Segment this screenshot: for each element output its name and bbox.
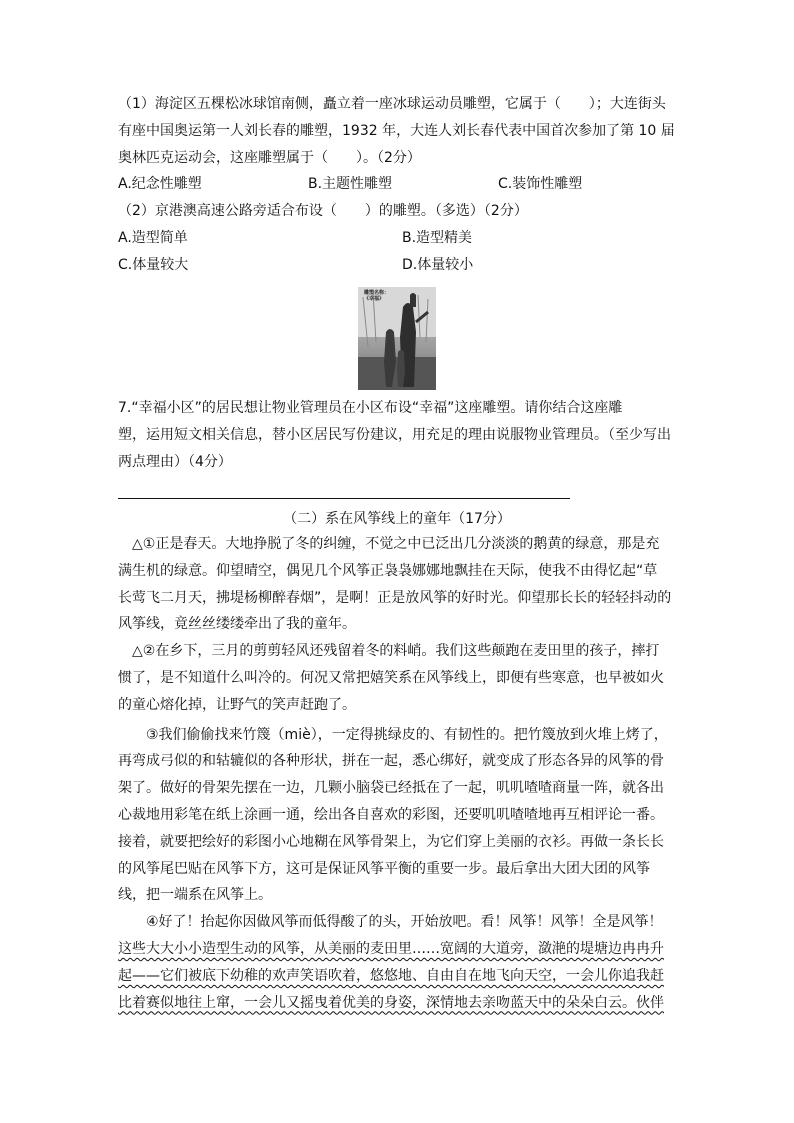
section-title: （二）系在风筝线上的童年（17分）: [283, 511, 511, 527]
option-c: C.体量较大: [118, 256, 189, 273]
paragraph-line: 心裁地用彩笔在纸上涂画一通，绘出各自喜欢的彩图，还要叽叽喳喳地再互相评论一番。: [118, 806, 664, 823]
paragraph-line: △②在乡下，三月的剪剪轻风还残留着冬的料峭。我们这些颠跑在麦田里的孩子，摔打: [132, 643, 660, 660]
paragraph-line: 线，把一端系在风筝上。: [118, 887, 272, 904]
underlined-line: 这些大大小小造型生动的风筝，从美丽的麦田里……宽阔的大道旁，潋滟的堤塘边冉冉升: [118, 940, 664, 957]
option-b: B.主题性雕塑: [308, 176, 393, 193]
q6-part1-options: [118, 171, 678, 198]
answer-line: [118, 498, 570, 499]
option-a: A.纪念性雕塑: [118, 176, 202, 193]
sculpture-figures-image: [358, 287, 436, 390]
question-6: [118, 91, 678, 279]
q7-line: 塑，运用短文相关信息，替小区居民写份建议，用充足的理由说服物业管理员。（至少写出: [118, 426, 671, 443]
paragraph-line: ③我们偷偷找来竹篾（miè），一定得挑绿皮的、有韧性的。把竹篾放到火堆上烤了，: [146, 726, 668, 743]
paragraph-line: ④好了！抬起你因做风筝而低得酸了的头，开始放吧。看！风筝！风筝！全是风筝！: [146, 914, 663, 931]
paragraph-line: 接着，就要把绘好的彩图小心地糊在风筝骨架上，为它们穿上美丽的衣衫。再做一条长长: [118, 833, 664, 850]
paragraph-line: 的风筝尾巴贴在风筝下方，这可是保证风筝平衡的重要一步。最后拿出大团大团的风筝: [118, 860, 650, 877]
q6-line: 奥林匹克运动会，这座雕塑属于（ ）。（2分）: [118, 149, 421, 166]
paragraph-line: 长莺飞二月天，拂堤杨柳醉春烟”，是啊！正是放风筝的好时光。仰望那长长的轻轻抖动的: [118, 589, 672, 606]
photo-caption: [364, 290, 389, 302]
option-b: B.造型精美: [402, 229, 473, 246]
q6-part2-options-row2: [118, 252, 678, 279]
option-d: D.体量较小: [402, 256, 474, 273]
caption-line: 雕塑名称：: [364, 290, 390, 296]
q6-line: 有座中国奥运第一人刘长春的雕塑，1932 年，大连人刘长春代表中国首次参加了第 10 届: [118, 122, 675, 139]
q6-line: （1）海淀区五棵松冰球馆南侧，矗立着一座冰球运动员雕塑，它属于（ ）；大连街头: [118, 96, 666, 112]
paragraph-line: △①正是春天。大地挣脱了冬的纠缠，不觉之中已泛出几分淡淡的鹅黄的绿意，那是充: [132, 536, 660, 552]
caption-line: 《幸福》: [364, 296, 385, 302]
paragraph-line: 惯了，是不知道什么叫冷的。何况又常把嬉笑系在风筝线上，即便有些寒意，也早被如火: [118, 669, 664, 686]
option-a: A.造型简单: [118, 229, 188, 246]
paragraph-line: 的童心熔化掉，让野气的笑声赶跑了。: [118, 696, 356, 713]
paragraph-line: 架了。做好的骨架先摆在一边，几颗小脑袋已经抵在了一起，叽叽喳喳商量一阵，就各出: [118, 780, 664, 797]
question-7: [118, 395, 678, 475]
underlined-line: 比着赛似地往上窜，一会儿又摇曳着优美的身姿，深情地去亲吻蓝天中的朵朵白云。伙伴: [118, 994, 664, 1011]
option-c: C.装饰性雕塑: [498, 176, 583, 193]
q6-part2-options-row1: [118, 225, 678, 252]
paragraph-line: 风筝线，竟丝丝缕缕牵出了我的童年。: [118, 616, 356, 633]
passage: [118, 531, 678, 1016]
sculpture-photo: [358, 287, 436, 390]
q7-line: 两点理由）（4分）: [118, 453, 232, 470]
paragraph-line: 再弯成弓似的和轱辘似的各种形状，拼在一起，悉心绑好，就变成了形态各异的风筝的骨: [118, 753, 664, 770]
q7-line: 7.“幸福小区”的居民想让物业管理员在小区布设“幸福”这座雕塑。请你结合这座雕: [118, 400, 623, 416]
q6-part2-question: （2）京港澳高速公路旁适合布设（ ）的雕塑。（多选）（2分）: [118, 203, 528, 220]
paragraph-line: 满生机的绿意。仰望晴空，偶见几个风筝正袅袅娜娜地飘挂在天际，使我不由得忆起“草: [118, 562, 658, 579]
underlined-line: 起——它们被底下幼稚的欢声笑语吹着，悠悠地、自由自在地飞向天空，一会儿你追我赶: [118, 967, 664, 984]
